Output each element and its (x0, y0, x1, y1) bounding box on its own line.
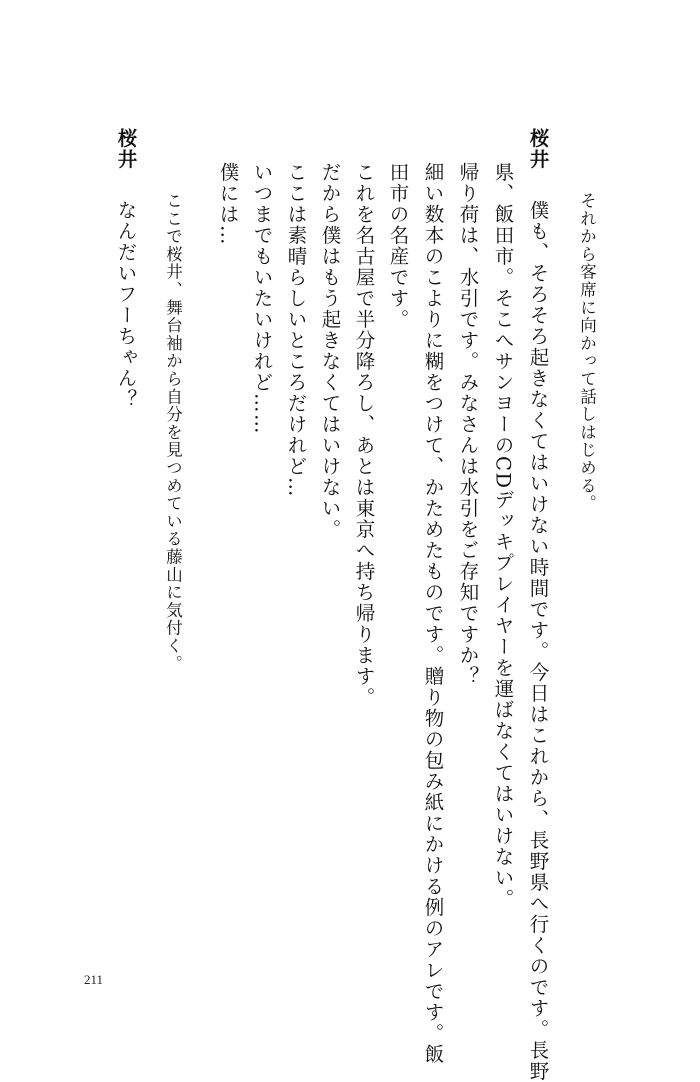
speech-line: 僕も、そろそろ起きなくてはいけない時間です。今日はこれから、長野県へ行くのです。長野 (526, 200, 550, 1082)
stage-direction-middle: ここで桜井、舞台袖から自分を見つめている藤山に気付く。 (163, 192, 183, 673)
speaker-name-sakurai: 桜井 (114, 128, 138, 170)
speech-line: これを名古屋で半分降ろし、あとは東京へ持ち帰ります。 (352, 162, 376, 708)
speech-line: 県、飯田市。そこへサンヨーのCDデッキプレイヤーを運ばなくてはいけない。 (491, 162, 515, 910)
speech-line: 田市の名産です。 (386, 162, 410, 330)
speech-line: なんだいフーちゃん？ (114, 200, 138, 410)
page-number: 211 (84, 972, 104, 987)
speech-line: だから僕はもう起きなくてはいけない。 (318, 162, 342, 540)
speech-line: 帰り荷は、水引です。みなさんは水引をご存知ですか？ (456, 162, 480, 687)
sakurai-speech-first-line (528, 128, 548, 1082)
speech-line: 細い数本のこよりに糊をつけて、かためたものです。贈り物の包み紙にかける例のアレです。飯 (421, 162, 445, 1065)
sakurai-question-line (116, 128, 136, 410)
stage-direction-top: それから客席に向かって話しはじめる。 (577, 192, 597, 513)
speech-line: 僕には… (216, 162, 240, 246)
speech-line: ここは素晴らしいところだけれど… (284, 162, 308, 498)
speech-line: いつまでもいたいけれど…… (250, 162, 274, 435)
speaker-name-sakurai: 桜井 (526, 128, 550, 170)
